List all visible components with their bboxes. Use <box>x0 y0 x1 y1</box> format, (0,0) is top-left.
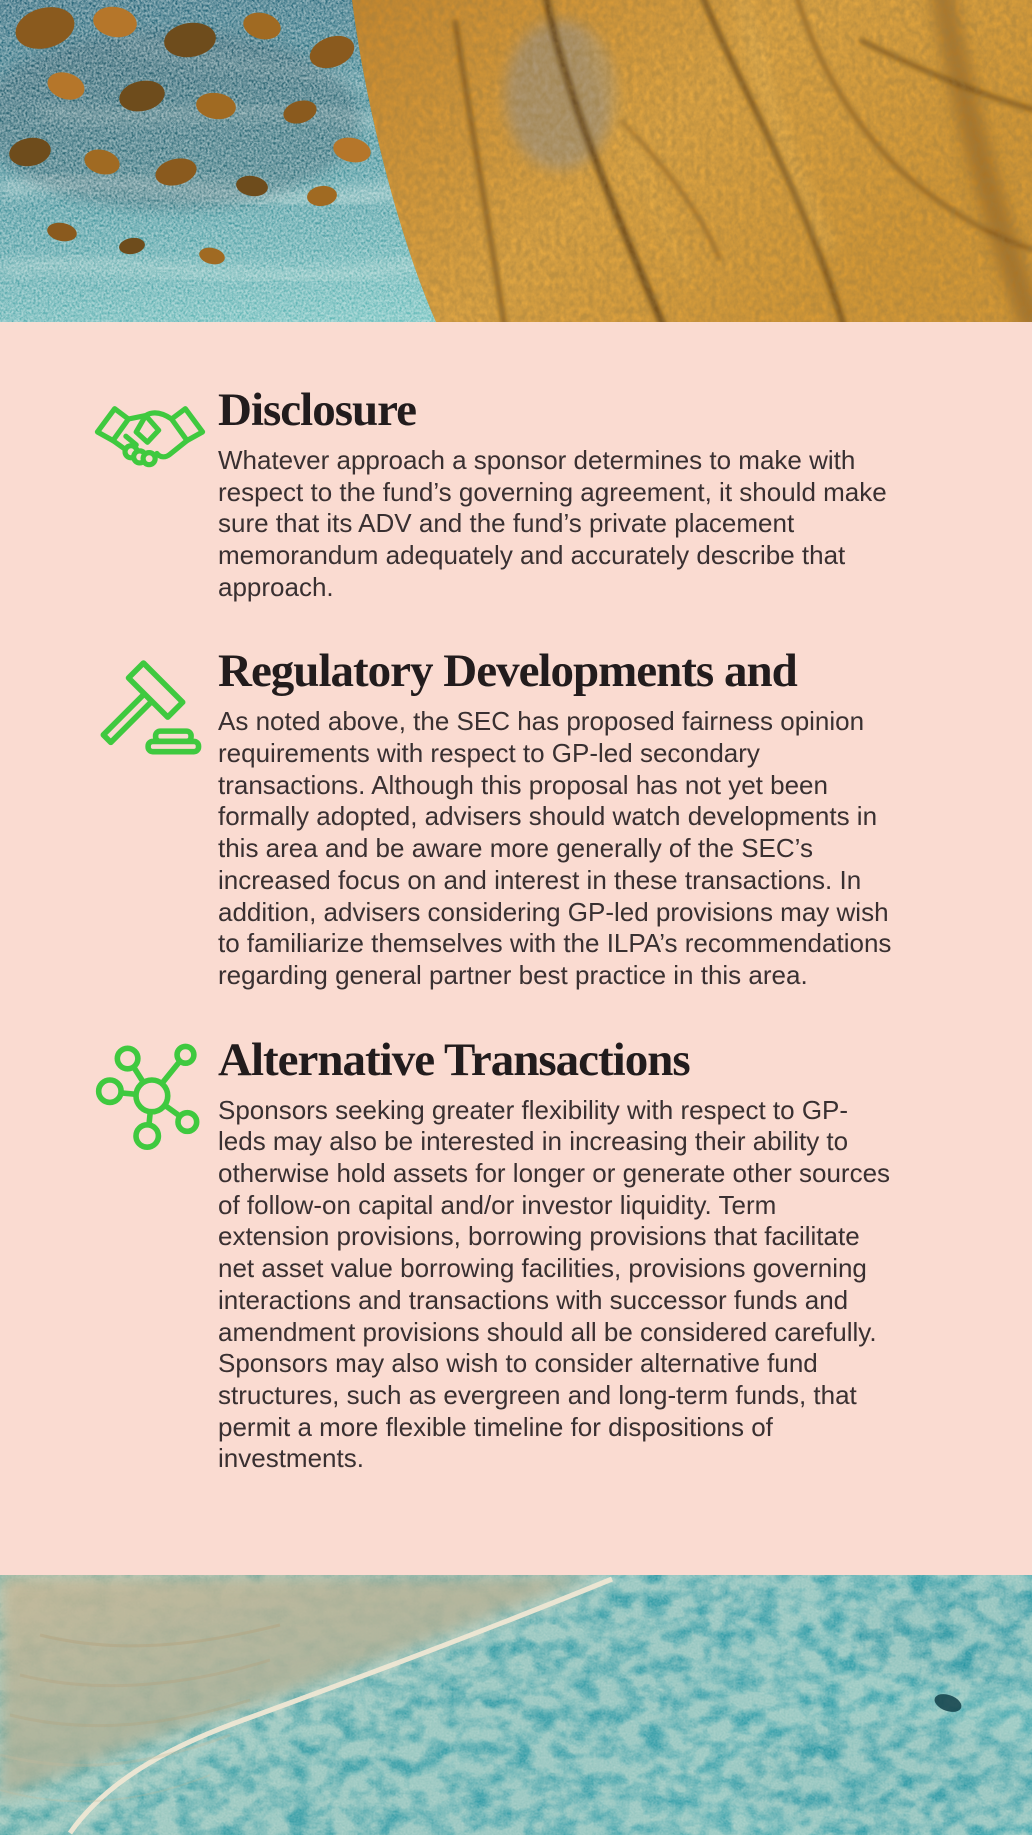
section-title: Regulatory Developments and <box>218 645 797 698</box>
section-disclosure <box>0 386 1032 603</box>
content-area <box>0 322 1032 1575</box>
footer-photo-turquoise-water <box>0 1575 1032 1835</box>
section-title: Disclosure <box>218 384 417 436</box>
gavel-icon <box>94 649 206 761</box>
section-body: As noted above, the SEC has proposed fairness opinion requirements with respect to GP-led secondary transactions. Although this proposal has not yet been formally adopted, advisers should watch developments in this area and be aware more generally of the SEC’s increased focus on and interest in these transactions. In addition, advisers considering GP-led provisions may wish to familiarize themselves with the ILPA’s recommendations regarding general partner best practice in this area. <box>218 706 892 990</box>
section-title: Alternative Transactions <box>218 1033 690 1086</box>
network-icon <box>94 1038 206 1150</box>
section-regulatory-developments <box>0 647 1032 991</box>
section-body: Whatever approach a sponsor determines to make with respect to the fund’s governing agreement, it should make sure that its ADV and the fund’s private placement memorandum adequately and accurately describe that approach. <box>218 444 887 602</box>
handshake-icon <box>94 388 206 500</box>
section-alternative-transactions <box>0 1033 1032 1475</box>
header-photo-rocky-coast <box>0 0 1032 322</box>
section-body: Sponsors seeking greater flexibility with respect to GP-leds may also be interested in increasing their ability to otherwise hold assets for longer or generate other sources of follow-on capital and/or investor liquidity. Term extension provisions, borrowing provisions that facilitate net asset value borrowing facilities, provisions governing interactions and transactions with successor funds and amendment provisions should all be considered carefully. Sponsors may also wish to consider alternative fund structures, such as evergreen and long-term funds, that permit a more flexible timeline for dispositions of investments. <box>218 1094 891 1474</box>
